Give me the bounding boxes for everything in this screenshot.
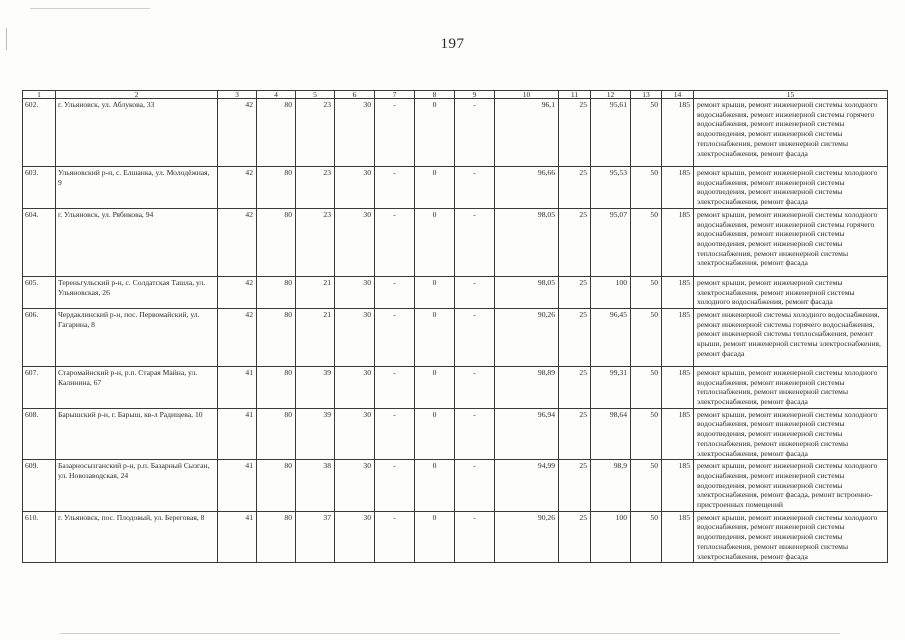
- cell-col14: 185: [662, 208, 694, 276]
- building-address: Старомайнский р-н, р.п. Старая Майна, ул. Калинина, 67: [56, 366, 218, 408]
- cell-col14: 185: [662, 99, 694, 167]
- row-number: 605.: [23, 276, 56, 308]
- cell-col12: 95,07: [591, 208, 631, 276]
- cell-col3: 42: [218, 208, 257, 276]
- cell-col12: 98,9: [591, 460, 631, 512]
- repair-schedule-table-wrap: [22, 90, 888, 563]
- cell-col14: 185: [662, 460, 694, 512]
- cell-col12: 100: [591, 511, 631, 563]
- cell-col7: -: [375, 308, 415, 366]
- cell-col4: 80: [257, 208, 296, 276]
- cell-col7: -: [375, 167, 415, 209]
- cell-col7: -: [375, 460, 415, 512]
- column-number: 6: [335, 91, 375, 99]
- column-number: 15: [694, 91, 888, 99]
- cell-col12: 99,31: [591, 366, 631, 408]
- cell-col5: 21: [296, 308, 335, 366]
- repair-works: ремонт инженерной системы холодного водоснабжения, ремонт инженерной системы горячего водоснабжения, ремонт инженерной системы теплоснабжения, ремонт крыши, ремонт инженерной системы электроснабжения, ремонт фасада: [694, 308, 888, 366]
- scan-noise-line: [60, 633, 840, 634]
- repair-works: ремонт крыши, ремонт инженерной системы холодного водоснабжения, ремонт инженерной системы горячего водоснабжения, ремонт инженерной системы водоотведения, ремонт инженерной системы теплоснабжения, ремонт инженерной системы электроснабжения, ремонт фасада: [694, 208, 888, 276]
- cell-col14: 185: [662, 366, 694, 408]
- table-row: [23, 99, 888, 167]
- cell-col11: 25: [559, 511, 591, 563]
- row-number: 610.: [23, 511, 56, 563]
- repair-works: ремонт крыши, ремонт инженерной системы холодного водоснабжения, ремонт инженерной системы водоотведения, ремонт инженерной системы теплоснабжения, ремонт инженерной системы электроснабжения, ремонт фасада: [694, 408, 888, 460]
- column-number: 12: [591, 91, 631, 99]
- cell-col9: -: [455, 511, 495, 563]
- cell-col9: -: [455, 99, 495, 167]
- cell-col12: 95,61: [591, 99, 631, 167]
- cell-col11: 25: [559, 208, 591, 276]
- cell-col12: 95,53: [591, 167, 631, 209]
- cell-col5: 37: [296, 511, 335, 563]
- cell-col10: 96,94: [495, 408, 559, 460]
- building-address: г. Ульяновск, пос. Плодовый, ул. Береговая, 8: [56, 511, 218, 563]
- cell-col3: 42: [218, 167, 257, 209]
- cell-col6: 30: [335, 511, 375, 563]
- column-number: 8: [415, 91, 455, 99]
- cell-col5: 21: [296, 276, 335, 308]
- cell-col5: 39: [296, 366, 335, 408]
- building-address: Тереньгульский р-н, с. Солдатская Ташла, ул. Ульяновская, 26: [56, 276, 218, 308]
- cell-col8: 0: [415, 208, 455, 276]
- scan-noise-line: [30, 8, 150, 9]
- row-number: 604.: [23, 208, 56, 276]
- table-row: [23, 308, 888, 366]
- cell-col6: 30: [335, 167, 375, 209]
- cell-col11: 25: [559, 276, 591, 308]
- cell-col9: -: [455, 308, 495, 366]
- cell-col9: -: [455, 208, 495, 276]
- cell-col3: 42: [218, 276, 257, 308]
- table-row: [23, 208, 888, 276]
- cell-col14: 185: [662, 511, 694, 563]
- cell-col4: 80: [257, 408, 296, 460]
- cell-col4: 80: [257, 99, 296, 167]
- cell-col5: 39: [296, 408, 335, 460]
- cell-col8: 0: [415, 276, 455, 308]
- cell-col8: 0: [415, 308, 455, 366]
- cell-col13: 50: [631, 308, 662, 366]
- cell-col10: 98,05: [495, 276, 559, 308]
- table-row: [23, 408, 888, 460]
- cell-col10: 98,89: [495, 366, 559, 408]
- row-number: 606.: [23, 308, 56, 366]
- cell-col10: 90,26: [495, 511, 559, 563]
- cell-col5: 23: [296, 99, 335, 167]
- cell-col9: -: [455, 167, 495, 209]
- cell-col11: 25: [559, 366, 591, 408]
- repair-works: ремонт крыши, ремонт инженерной системы холодного водоснабжения, ремонт инженерной системы водоотведения, ремонт инженерной системы электроснабжения, ремонт фасада: [694, 167, 888, 209]
- cell-col10: 98,05: [495, 208, 559, 276]
- cell-col9: -: [455, 366, 495, 408]
- column-number: 14: [662, 91, 694, 99]
- column-number: 1: [23, 91, 56, 99]
- row-number: 608.: [23, 408, 56, 460]
- cell-col10: 94,99: [495, 460, 559, 512]
- cell-col4: 80: [257, 308, 296, 366]
- cell-col7: -: [375, 99, 415, 167]
- cell-col10: 96,66: [495, 167, 559, 209]
- cell-col13: 50: [631, 460, 662, 512]
- cell-col14: 185: [662, 408, 694, 460]
- cell-col11: 25: [559, 408, 591, 460]
- column-number: 10: [495, 91, 559, 99]
- column-number-row: [23, 91, 888, 99]
- table-row: [23, 167, 888, 209]
- column-number: 4: [257, 91, 296, 99]
- cell-col7: -: [375, 366, 415, 408]
- cell-col12: 100: [591, 276, 631, 308]
- cell-col6: 30: [335, 308, 375, 366]
- column-number: 7: [375, 91, 415, 99]
- row-number: 607.: [23, 366, 56, 408]
- building-address: Чердаклинский р-н, пос. Первомайский, ул. Гагарина, 8: [56, 308, 218, 366]
- building-address: Базарносызганский р-н, р.п. Базарный Сызган, ул. Новозаводская, 24: [56, 460, 218, 512]
- cell-col7: -: [375, 208, 415, 276]
- cell-col9: -: [455, 408, 495, 460]
- cell-col5: 23: [296, 167, 335, 209]
- cell-col11: 25: [559, 460, 591, 512]
- cell-col3: 42: [218, 308, 257, 366]
- cell-col13: 50: [631, 208, 662, 276]
- cell-col8: 0: [415, 460, 455, 512]
- repair-works: ремонт крыши, ремонт инженерной системы холодного водоснабжения, ремонт инженерной системы водоотведения, ремонт инженерной системы теплоснабжения, ремонт инженерной системы электроснабжения, ремонт фасада: [694, 511, 888, 563]
- cell-col13: 50: [631, 366, 662, 408]
- table-row: [23, 460, 888, 512]
- cell-col6: 30: [335, 276, 375, 308]
- cell-col10: 96,1: [495, 99, 559, 167]
- cell-col6: 30: [335, 460, 375, 512]
- repair-schedule-table: [22, 90, 888, 563]
- cell-col7: -: [375, 408, 415, 460]
- cell-col12: 98,64: [591, 408, 631, 460]
- cell-col9: -: [455, 460, 495, 512]
- cell-col8: 0: [415, 167, 455, 209]
- cell-col4: 80: [257, 460, 296, 512]
- cell-col6: 30: [335, 208, 375, 276]
- cell-col11: 25: [559, 99, 591, 167]
- building-address: Барышский р-н, г. Барыш, кв-л Радищева, 10: [56, 408, 218, 460]
- column-number: 13: [631, 91, 662, 99]
- cell-col7: -: [375, 511, 415, 563]
- repair-works: ремонт крыши, ремонт инженерной системы электроснабжения, ремонт инженерной системы холодного водоснабжения, ремонт фасада: [694, 276, 888, 308]
- cell-col5: 38: [296, 460, 335, 512]
- row-number: 603.: [23, 167, 56, 209]
- cell-col6: 30: [335, 366, 375, 408]
- building-address: Ульяновский р-н, с. Елшанка, ул. Молодёжная, 9: [56, 167, 218, 209]
- repair-works: ремонт крыши, ремонт инженерной системы холодного водоснабжения, ремонт инженерной системы горячего водоснабжения, ремонт инженерной системы водоотведения, ремонт инженерной системы теплоснабжения, ремонт инженерной системы электроснабжения, ремонт фасада: [694, 99, 888, 167]
- cell-col8: 0: [415, 408, 455, 460]
- cell-col9: -: [455, 276, 495, 308]
- table-row: [23, 366, 888, 408]
- table-row: [23, 511, 888, 563]
- cell-col3: 42: [218, 99, 257, 167]
- cell-col3: 41: [218, 408, 257, 460]
- cell-col6: 30: [335, 99, 375, 167]
- cell-col14: 185: [662, 308, 694, 366]
- cell-col8: 0: [415, 511, 455, 563]
- cell-col4: 80: [257, 167, 296, 209]
- column-number: 3: [218, 91, 257, 99]
- cell-col13: 50: [631, 276, 662, 308]
- cell-col13: 50: [631, 99, 662, 167]
- cell-col8: 0: [415, 99, 455, 167]
- cell-col8: 0: [415, 366, 455, 408]
- repair-works: ремонт крыши, ремонт инженерной системы холодного водоснабжения, ремонт инженерной системы теплоснабжения, ремонт инженерной системы электроснабжения, ремонт фасада: [694, 366, 888, 408]
- cell-col6: 30: [335, 408, 375, 460]
- column-number: 5: [296, 91, 335, 99]
- cell-col4: 80: [257, 366, 296, 408]
- cell-col14: 185: [662, 167, 694, 209]
- cell-col11: 25: [559, 167, 591, 209]
- row-number: 609.: [23, 460, 56, 512]
- row-number: 602.: [23, 99, 56, 167]
- cell-col3: 41: [218, 511, 257, 563]
- cell-col4: 80: [257, 511, 296, 563]
- cell-col13: 50: [631, 511, 662, 563]
- cell-col13: 50: [631, 167, 662, 209]
- cell-col11: 25: [559, 308, 591, 366]
- column-number: 11: [559, 91, 591, 99]
- cell-col12: 96,45: [591, 308, 631, 366]
- building-address: г. Ульяновск, ул. Аблукова, 33: [56, 99, 218, 167]
- repair-works: ремонт крыши, ремонт инженерной системы холодного водоснабжения, ремонт инженерной системы водоотведения, ремонт инженерной системы электроснабжения, ремонт фасада, ремонт встроенно-пристроенных помещений: [694, 460, 888, 512]
- building-address: г. Ульяновск, ул. Рябикова, 94: [56, 208, 218, 276]
- cell-col3: 41: [218, 460, 257, 512]
- cell-col14: 185: [662, 276, 694, 308]
- column-number: 9: [455, 91, 495, 99]
- column-number: 2: [56, 91, 218, 99]
- cell-col4: 80: [257, 276, 296, 308]
- page-number: 197: [440, 36, 465, 52]
- cell-col10: 90,26: [495, 308, 559, 366]
- cell-col3: 41: [218, 366, 257, 408]
- table-row: [23, 276, 888, 308]
- cell-col7: -: [375, 276, 415, 308]
- cell-col13: 50: [631, 408, 662, 460]
- cell-col5: 23: [296, 208, 335, 276]
